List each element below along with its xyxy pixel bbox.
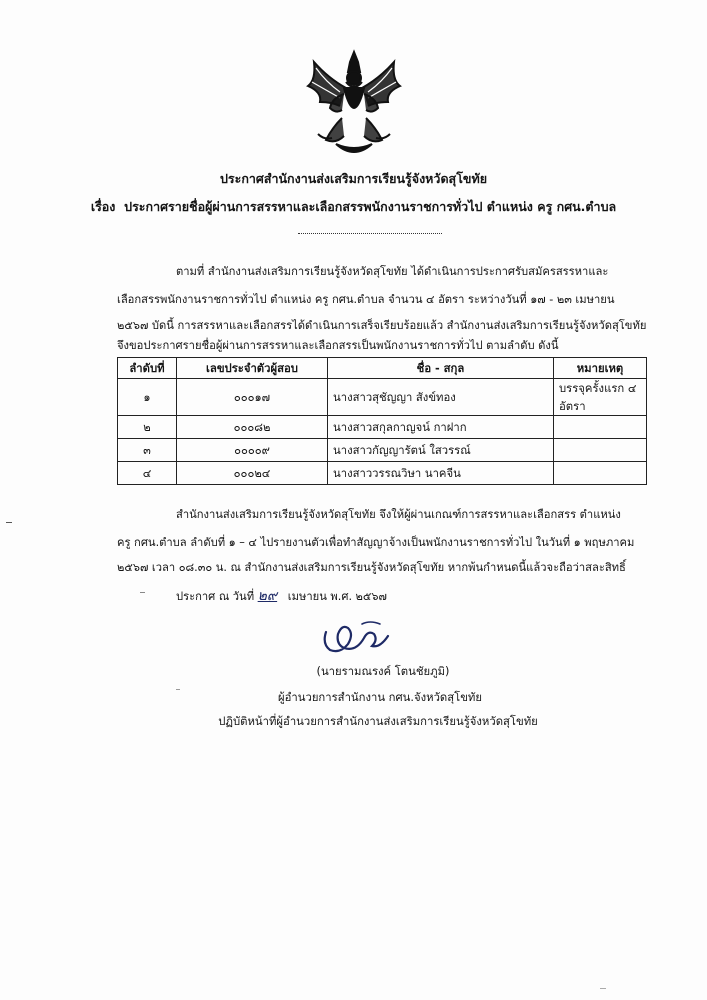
signature-mark	[318, 618, 394, 658]
cell-note: บรรจุครั้งแรก ๔ อัตรา	[554, 379, 647, 416]
cell-order: ๑	[118, 379, 177, 416]
intro-line-1: ตามที่ สำนักงานส่งเสริมการเรียนรู้จังหวัดสุโขทัย ได้ดำเนินการประกาศรับสมัครสรรหาและ	[176, 265, 609, 278]
cell-name: นางสาวสกุลกาญจน์ กาฝาก	[328, 416, 554, 439]
announce-line	[176, 585, 387, 607]
closing-line-2: ครู กศน.ตำบล ลำดับที่ ๑ – ๔ ไปรายงานตัวเพื่อทำสัญญาจ้างเป็นพนักงานราชการทั่วไป ในวันที่ ๑ พฤษภาคม	[117, 536, 635, 549]
closing-line-3: ๒๕๖๗ เวลา ๐๘.๓๐ น. ณ สำนักงานส่งเสริมการเรียนรู้จังหวัดสุโขทัย หากพ้นกำหนดนี้แล้วจะถือว่าสละสิทธิ์	[117, 561, 626, 574]
scan-mark	[600, 988, 606, 989]
intro-line-2: เลือกสรรพนักงานราชการทั่วไป ตำแหน่ง ครู กศน.ตำบล จำนวน ๔ อัตรา ระหว่างวันที่ ๑๗ - ๒๓ เมษายน	[117, 293, 615, 306]
intro-line-4: จึงขอประกาศรายชื่อผู้ผ่านการสรรหาและเลือกสรรเป็นพนักงานราชการทั่วไป ตามลำดับ ดังนี้	[117, 339, 559, 352]
cell-note	[554, 416, 647, 439]
cell-name: นางสาวกัญญารัตน์ ใสวรรณ์	[328, 439, 554, 462]
scan-mark	[176, 689, 180, 690]
cell-order: ๔	[118, 462, 177, 485]
cell-note	[554, 462, 647, 485]
cell-exam-id: ๐๐๐๘๒	[177, 416, 328, 439]
subject-label: เรื่อง	[90, 199, 116, 214]
signer-name: (นายรามณรงค์ โตนชัยภูมิ)	[316, 665, 450, 678]
subject-line	[0, 197, 707, 217]
intro-line-3: ๒๕๖๗ บัดนี้ การสรรหาและเลือกสรรได้ดำเนินการเสร็จเรียบร้อยแล้ว สำนักงานส่งเสริมการเรียนรู้จังหวัดสุโขทัย	[117, 319, 647, 332]
cell-exam-id: ๐๐๐๒๔	[177, 462, 328, 485]
results-table	[117, 357, 647, 485]
cell-exam-id: ๐๐๐๑๗	[177, 379, 328, 416]
scan-mark	[6, 522, 12, 523]
subject-text: ประกาศรายชื่อผู้ผ่านการสรรหาและเลือกสรรพนักงานราชการทั่วไป ตำแหน่ง ครู กศน.ตำบล	[124, 199, 617, 214]
announce-day: ๒๙	[257, 588, 278, 604]
closing-line-1: สำนักงานส่งเสริมการเรียนรู้จังหวัดสุโขทัย จึงให้ผู้ผ่านเกณฑ์การสรรหาและเลือกสรร ตำแหน่ง	[176, 508, 621, 521]
signer-position-1: ผู้อำนวยการสำนักงาน กศน.จังหวัดสุโขทัย	[278, 691, 482, 704]
org-title: ประกาศสำนักงานส่งเสริมการเรียนรู้จังหวัดสุโขทัย	[219, 171, 488, 186]
table-row	[118, 462, 647, 485]
col-header-name: ชื่อ - สกุล	[328, 358, 554, 379]
col-header-exam-id: เลขประจำตัวผู้สอบ	[177, 358, 328, 379]
table-row	[118, 439, 647, 462]
cell-name: นางสาววรรณวิษา นาคจีน	[328, 462, 554, 485]
title-divider	[298, 223, 442, 234]
table-header-row	[118, 358, 647, 379]
cell-exam-id: ๐๐๐๐๙	[177, 439, 328, 462]
garuda-emblem	[296, 48, 412, 160]
announce-prefix: ประกาศ ณ วันที่	[176, 590, 255, 603]
cell-note	[554, 439, 647, 462]
table-row	[118, 416, 647, 439]
table-row	[118, 379, 647, 416]
cell-name: นางสาวสุชัญญา สังข์ทอง	[328, 379, 554, 416]
announce-suffix: เมษายน พ.ศ. ๒๕๖๗	[287, 590, 387, 603]
signer-position-2: ปฏิบัติหน้าที่ผู้อำนวยการสำนักงานส่งเสริมการเรียนรู้จังหวัดสุโขทัย	[218, 715, 538, 728]
cell-order: ๒	[118, 416, 177, 439]
col-header-order: ลำดับที่	[118, 358, 177, 379]
col-header-note: หมายเหตุ	[554, 358, 647, 379]
scan-mark	[140, 592, 145, 593]
cell-order: ๓	[118, 439, 177, 462]
